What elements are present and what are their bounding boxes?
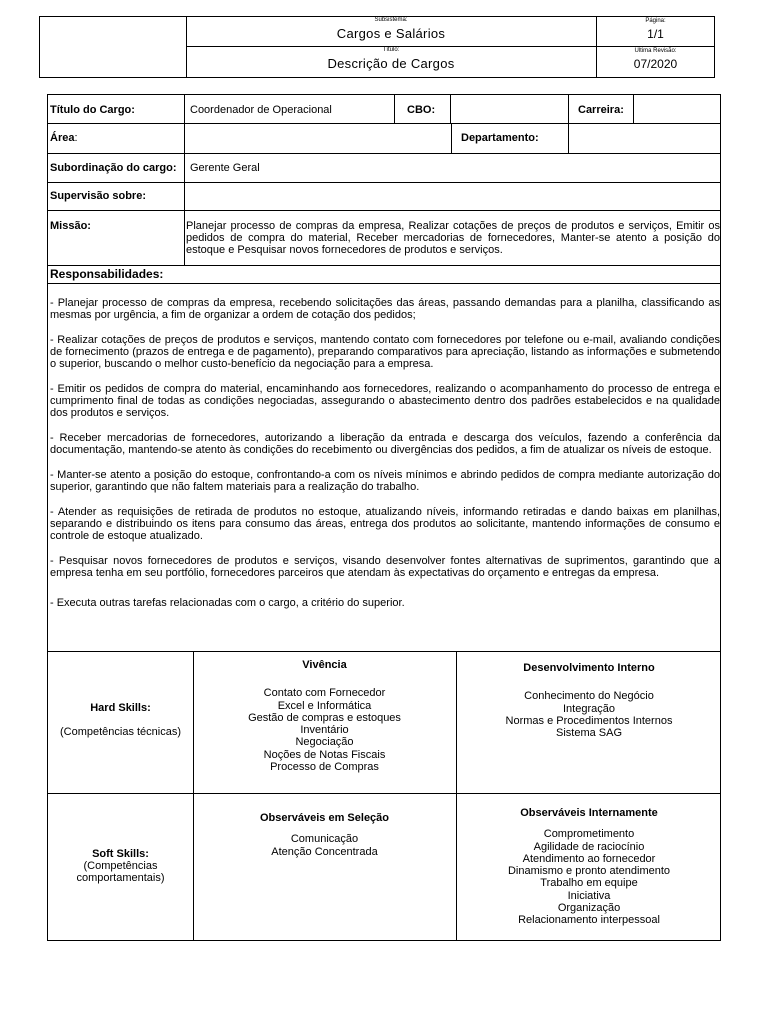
vivencia-title: Vivência (302, 659, 347, 671)
list-item: Conhecimento do Negócio (524, 690, 654, 703)
list-item: Iniciativa (567, 889, 611, 902)
list-item: Comprometimento (543, 828, 635, 841)
revision-date: 07/2020 (633, 57, 678, 71)
hard-skills-label-cell (48, 702, 193, 738)
hard-skills-label: Hard Skills: (90, 702, 151, 714)
title-cell (186, 46, 596, 78)
list-item: Trabalho em equipe (540, 877, 638, 890)
title-label: Título: (382, 47, 400, 53)
document-header (39, 16, 715, 78)
list-item: - Pesquisar novos fornecedores de produtos e serviços, visando desenvolver fontes alternativas de suprimentos, garantindo que a empresa tenha em seu portfólio, fornecedores parceiros que atendam às expectativas do orçamento e entregas da empresa. (50, 555, 720, 579)
list-item: Agilidade de raciocínio (533, 840, 645, 853)
list-item: Atenção Concentrada (271, 845, 378, 858)
soft-skills-sublabel: comportamentais) (76, 872, 165, 884)
page-cell (596, 17, 715, 46)
revision-label: Última Revisão: (634, 48, 677, 54)
list-item: - Planejar processo de compras da empresa, recebendo solicitações das áreas, passando demandas para a planilha, classificando as mesmas por urgência, a fim de organizar a ordem de cotação dos pedidos; (50, 297, 720, 321)
vivencia-cell (193, 659, 456, 773)
page-number: 1/1 (647, 27, 664, 41)
list-item: Atendimento ao fornecedor (522, 852, 656, 865)
area-colon: : (74, 132, 78, 144)
cargo-label: Título do Cargo: (50, 104, 135, 116)
document-title: Descrição de Cargos (327, 56, 455, 71)
page-label: Página: (645, 18, 666, 24)
subordinacao-value: Gerente Geral (190, 162, 260, 174)
list-item: Excel e Informática (277, 699, 372, 712)
list-item: - Manter-se atento a posição do estoque, confrontando-a com os níveis mínimos e abrindo pedidos de compra mediante autorização do superior, garantindo que não faltem materiais para a realização do trabalho. (50, 469, 720, 493)
selecao-cell (193, 812, 456, 858)
responsabilidades-label: Responsabilidades: (50, 267, 164, 281)
missao-text: Planejar processo de compras da empresa, Realizar cotações de preços de produtos e serviços, Emitir os pedidos de compra do material, Receber mercadorias de fornecedores, Manter-se atento a posição do estoque e Pesquisar novos fornecedores de produtos e serviços. (186, 220, 720, 256)
list-item: Negociação (295, 736, 354, 749)
list-item: - Emitir os pedidos de compra do material, encaminhando aos fornecedores, realizando o acompanhamento do processo de entrega e cumprimento final de todas as condições negociadas, assegurando o abastecimento dentro dos padrões estabelecidos e na qualidade dos produtos e serviços. (50, 383, 720, 419)
list-item: - Realizar cotações de preços de produtos e serviços, mantendo contato com fornecedores por telefone ou e-mail, avaliando condições de fornecimento (prazos de entrega e de pagamento), preparando comparativos para apreciação, listando as informações e submetendo o superior, buscando o melhor custo-benefício da negociação para a empresa. (50, 334, 720, 370)
list-item: Relacionamento interpessoal (518, 914, 660, 927)
area-label: Área (50, 132, 75, 144)
list-item: Integração (563, 702, 615, 715)
list-item: Organização (557, 902, 621, 915)
soft-skills-label: Soft Skills: (92, 848, 149, 860)
cbo-label: CBO: (407, 104, 436, 116)
desenvolvimento-cell (456, 662, 722, 739)
internamente-cell (456, 807, 722, 927)
subsystem-label: Subsistema: (374, 17, 408, 23)
list-item: - Atender as requisições de retirada de produtos no estoque, atualizando níveis, informando retiradas e dando baixas em planilhas, separando e distribuindo os itens para consumo das áreas, entrega dos produtos ao solicitante, mantendo informações de consumo e controle de estoque atualizado. (50, 506, 720, 542)
responsabilidades-list (50, 297, 720, 622)
list-item: Inventário (300, 724, 349, 737)
soft-skills-sublabel: (Competências (83, 860, 158, 872)
soft-skills-label-cell (48, 848, 193, 884)
list-item: Contato com Fornecedor (263, 687, 386, 700)
internamente-title: Observáveis Internamente (520, 807, 658, 819)
list-item: Processo de Compras (270, 761, 379, 774)
desenvolvimento-title: Desenvolvimento Interno (523, 662, 655, 674)
list-item: Gestão de compras e estoques (248, 711, 401, 724)
subsystem-value: Cargos e Salários (336, 26, 446, 41)
list-item: Noções de Notas Fiscais (263, 748, 386, 761)
list-item: Normas e Procedimentos Internos (505, 714, 673, 727)
hard-skills-sublabel: (Competências técnicas) (59, 726, 182, 738)
departamento-label: Departamento: (461, 132, 539, 144)
list-item: Comunicação (290, 833, 359, 846)
selecao-title: Observáveis em Seleção (259, 812, 390, 824)
area-label-wrap (50, 132, 78, 144)
revision-cell (596, 46, 715, 78)
job-description-table (47, 94, 721, 941)
list-item: - Receber mercadorias de fornecedores, autorizando a liberação da entrada e descarga dos veículos, fazendo a conferência da documentação, mantendo-se atento às condições do recebimento ou divergências dos pedidos, a fim de atualizar os níveis de estoque. (50, 432, 720, 456)
list-item: Sistema SAG (555, 727, 623, 740)
list-item: - Executa outras tarefas relacionadas com o cargo, a critério do superior. (50, 597, 405, 609)
cargo-value: Coordenador de Operacional (190, 104, 332, 116)
subordinacao-label: Subordinação do cargo: (50, 162, 177, 174)
carreira-label: Carreira: (578, 104, 624, 116)
missao-label: Missão: (50, 220, 91, 232)
subsystem-cell (186, 17, 596, 46)
supervisao-label: Supervisão sobre: (50, 190, 146, 202)
list-item: Dinamismo e pronto atendimento (507, 865, 671, 878)
